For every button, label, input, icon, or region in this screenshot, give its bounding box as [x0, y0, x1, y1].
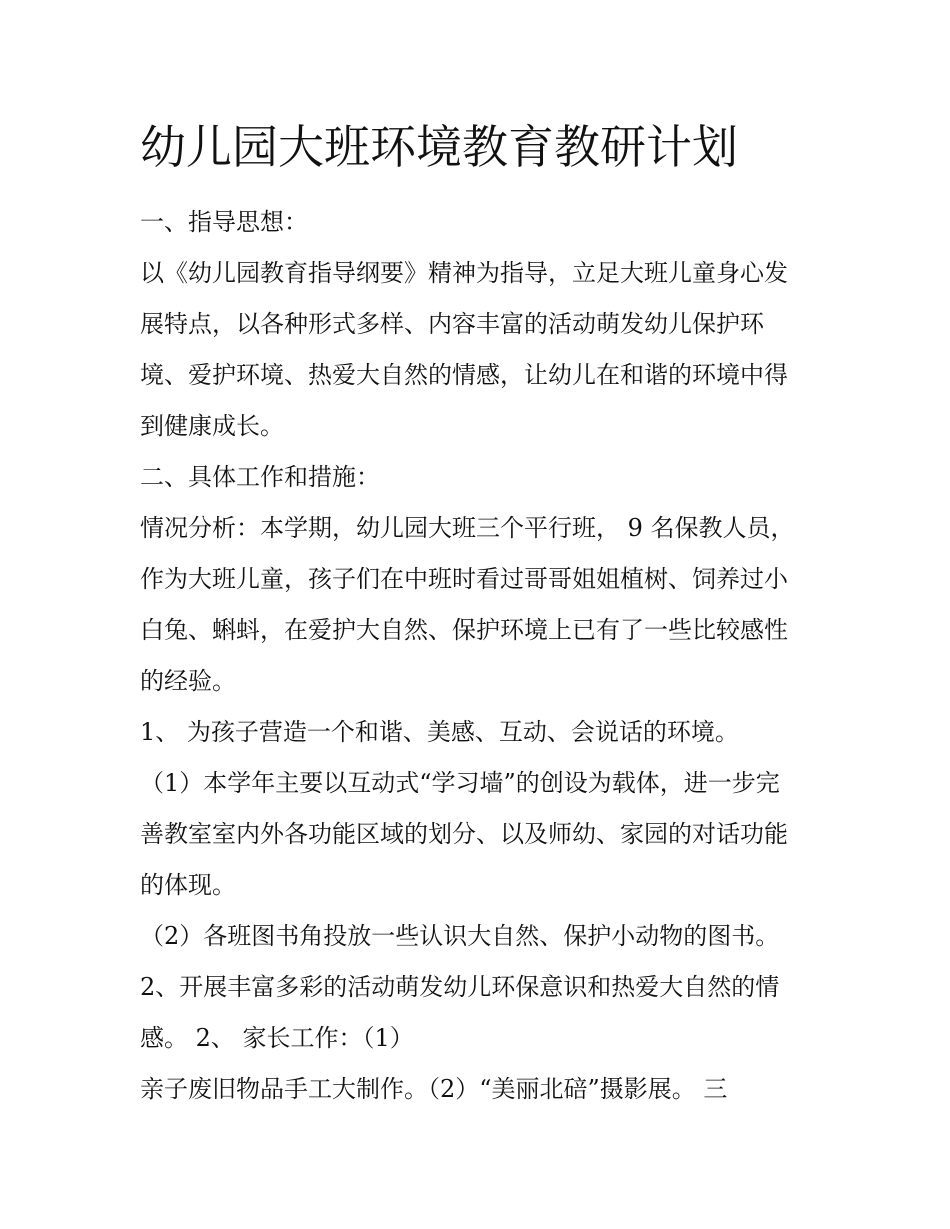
text-line: 白兔、蝌蚪，在爱护大自然、保护环境上已有了一些比较感性: [140, 616, 788, 644]
text-line: （2）各班图书角投放一些认识大自然、保护小动物的图书。: [140, 922, 780, 950]
text-line: 1、 为孩子营造一个和谐、美感、互动、会说话的环境。: [140, 718, 739, 746]
text-line: 展特点，以各种形式多样、内容丰富的活动萌发幼儿保护环: [140, 310, 764, 338]
text-line: 情况分析：本学期，幼儿园大班三个平行班， 9 名保教人员，: [140, 514, 795, 542]
text-line: 善教室室内外各功能区域的划分、以及师幼、家园的对话功能: [140, 820, 788, 848]
text-line: 的经验。: [140, 667, 236, 695]
text-line: 到健康成长。: [140, 412, 284, 440]
text-line: 亲子废旧物品手工大制作。（2）“美丽北碚”摄影展。 三: [140, 1075, 728, 1103]
text-line: 以《幼儿园教育指导纲要》精神为指导，立足大班儿童身心发: [140, 259, 788, 287]
text-line: 作为大班儿童，孩子们在中班时看过哥哥姐姐植树、饲养过小: [140, 565, 788, 593]
text-line: 的体现。: [140, 871, 236, 899]
text-line: 一、指导思想：: [140, 208, 308, 236]
text-line: （1）本学年主要以互动式“学习墙”的创设为载体，进一步完: [140, 769, 780, 797]
text-line: 2、开展丰富多彩的活动萌发幼儿环保意识和热爱大自然的情: [140, 973, 780, 1001]
text-line: 二、具体工作和措施：: [140, 463, 380, 491]
document-title: 幼儿园大班环境教育教研计划: [140, 120, 738, 174]
text-line: 境、爱护环境、热爱大自然的情感，让幼儿在和谐的环境中得: [140, 361, 788, 389]
text-line: 感。 2、 家长工作：（1）: [140, 1024, 414, 1052]
